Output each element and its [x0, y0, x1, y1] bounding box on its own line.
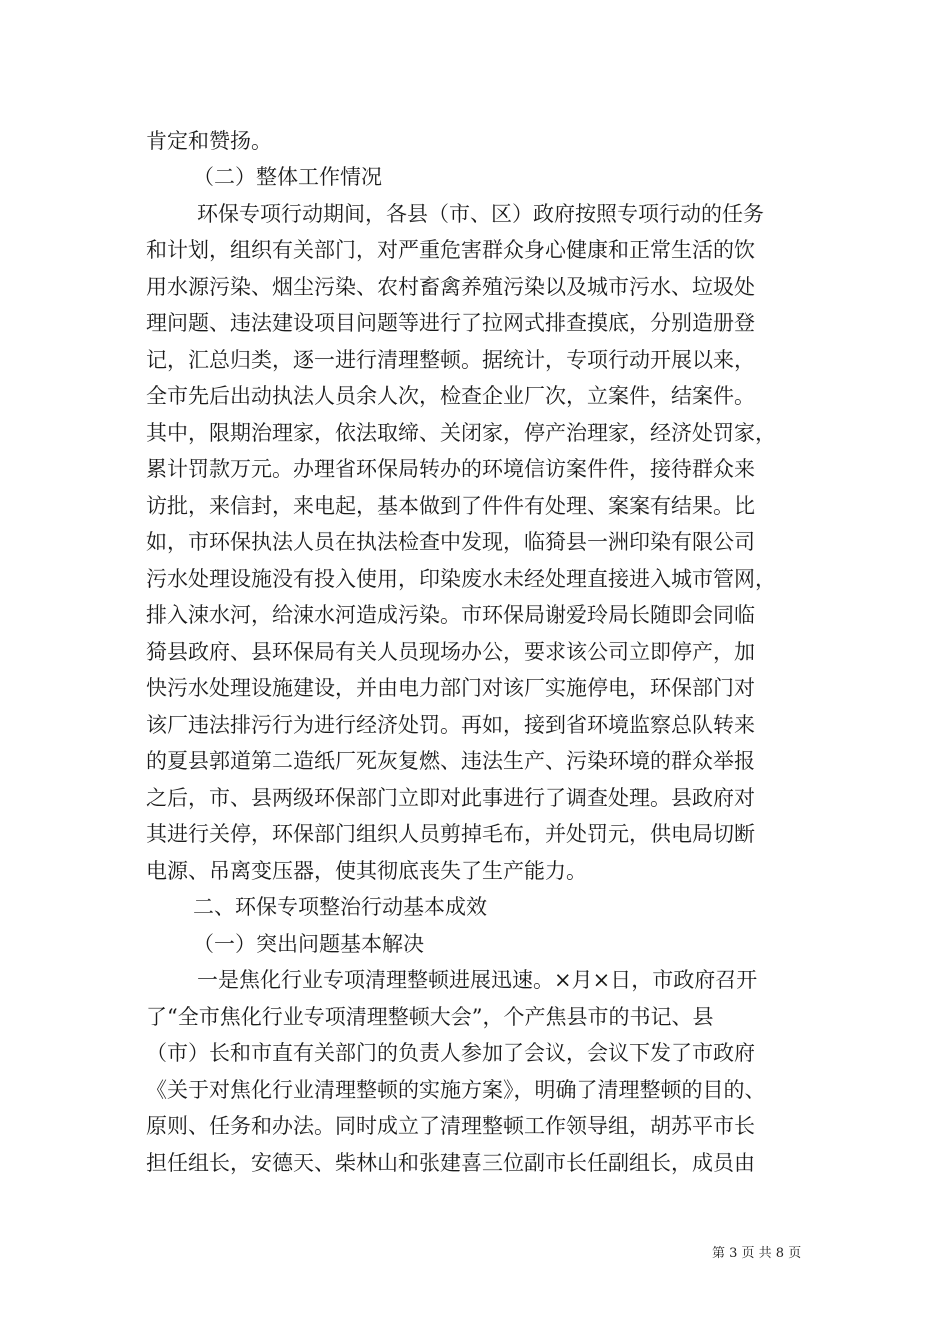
- subsection-heading: （一）突出问题基本解决: [193, 932, 424, 956]
- paragraph-line: 担任组长，安德天、柴林山和张建喜三位副市长任副组长，成员由: [146, 1151, 755, 1175]
- paragraph-line: 其中，限期治理家，依法取缔、关闭家，停产治理家，经济处罚家，: [146, 421, 776, 445]
- paragraph-line: 电源、吊离变压器，使其彻底丧失了生产能力。: [146, 859, 587, 883]
- paragraph-line: 污水处理设施没有投入使用，印染废水未经处理直接进入城市管网，: [146, 567, 776, 591]
- paragraph-line: 该厂违法排污行为进行经济处罚。再如，接到省环境监察总队转来: [146, 713, 755, 737]
- paragraph-line: 猗县政府、县环保局有关人员现场办公，要求该公司立即停产，加: [146, 640, 755, 664]
- paragraph-line: 累计罚款万元。办理省环保局转办的环境信访案件件，接待群众来: [146, 457, 755, 481]
- paragraph-line: 《关于对焦化行业清理整顿的实施方案》，明确了清理整顿的目的、: [146, 1078, 766, 1102]
- paragraph-line: 之后，市、县两级环保部门立即对此事进行了调查处理。县政府对: [146, 786, 755, 810]
- paragraph-line: 理问题、违法建设项目问题等进行了拉网式排查摸底，分别造册登: [146, 311, 755, 335]
- paragraph-line: 原则、任务和办法。同时成立了清理整顿工作领导组，胡苏平市长: [146, 1114, 755, 1138]
- paragraph-line: 环保专项行动期间，各县（市、区）政府按照专项行动的任务: [197, 202, 764, 226]
- paragraph-line: 全市先后出动执法人员余人次，检查企业厂次，立案件，结案件。: [146, 384, 755, 408]
- paragraph-line: 一是焦化行业专项清理整顿进展迅速。×月×日，市政府召开: [197, 968, 758, 992]
- paragraph-line: 的夏县郭道第二造纸厂死灰复燃、违法生产、污染环境的群众举报: [146, 749, 755, 773]
- paragraph-line: 快污水处理设施建设，并由电力部门对该厂实施停电，环保部门对: [146, 676, 755, 700]
- section-heading: 二、环保专项整治行动基本成效: [193, 895, 487, 919]
- paragraph-line: 记，汇总归类，逐一进行清理整顿。据统计，专项行动开展以来，: [146, 348, 755, 372]
- paragraph-line: 用水源污染、烟尘污染、农村畜禽养殖污染以及城市污水、垃圾处: [146, 275, 755, 299]
- text-line: 肯定和赞扬。: [146, 129, 272, 153]
- paragraph-line: 访批，来信封，来电起，基本做到了件件有处理、案案有结果。比: [146, 494, 755, 518]
- paragraph-line: 排入涑水河，给涑水河造成污染。市环保局谢爱玲局长随即会同临: [146, 603, 755, 627]
- paragraph-line: （市）长和市直有关部门的负责人参加了会议，会议下发了市政府: [146, 1041, 755, 1065]
- paragraph-line: 其进行关停，环保部门组织人员剪掉毛布，并处罚元，供电局切断: [146, 822, 755, 846]
- page-number: 第 3 页 共 8 页: [712, 1246, 802, 1261]
- paragraph-line: 了“全市焦化行业专项清理整顿大会”，个产焦县市的书记、县: [146, 1005, 714, 1029]
- section-heading: （二）整体工作情况: [193, 165, 382, 189]
- paragraph-line: 如，市环保执法人员在执法检查中发现，临猗县一洲印染有限公司: [146, 530, 755, 554]
- paragraph-line: 和计划，组织有关部门，对严重危害群众身心健康和正常生活的饮: [146, 238, 755, 262]
